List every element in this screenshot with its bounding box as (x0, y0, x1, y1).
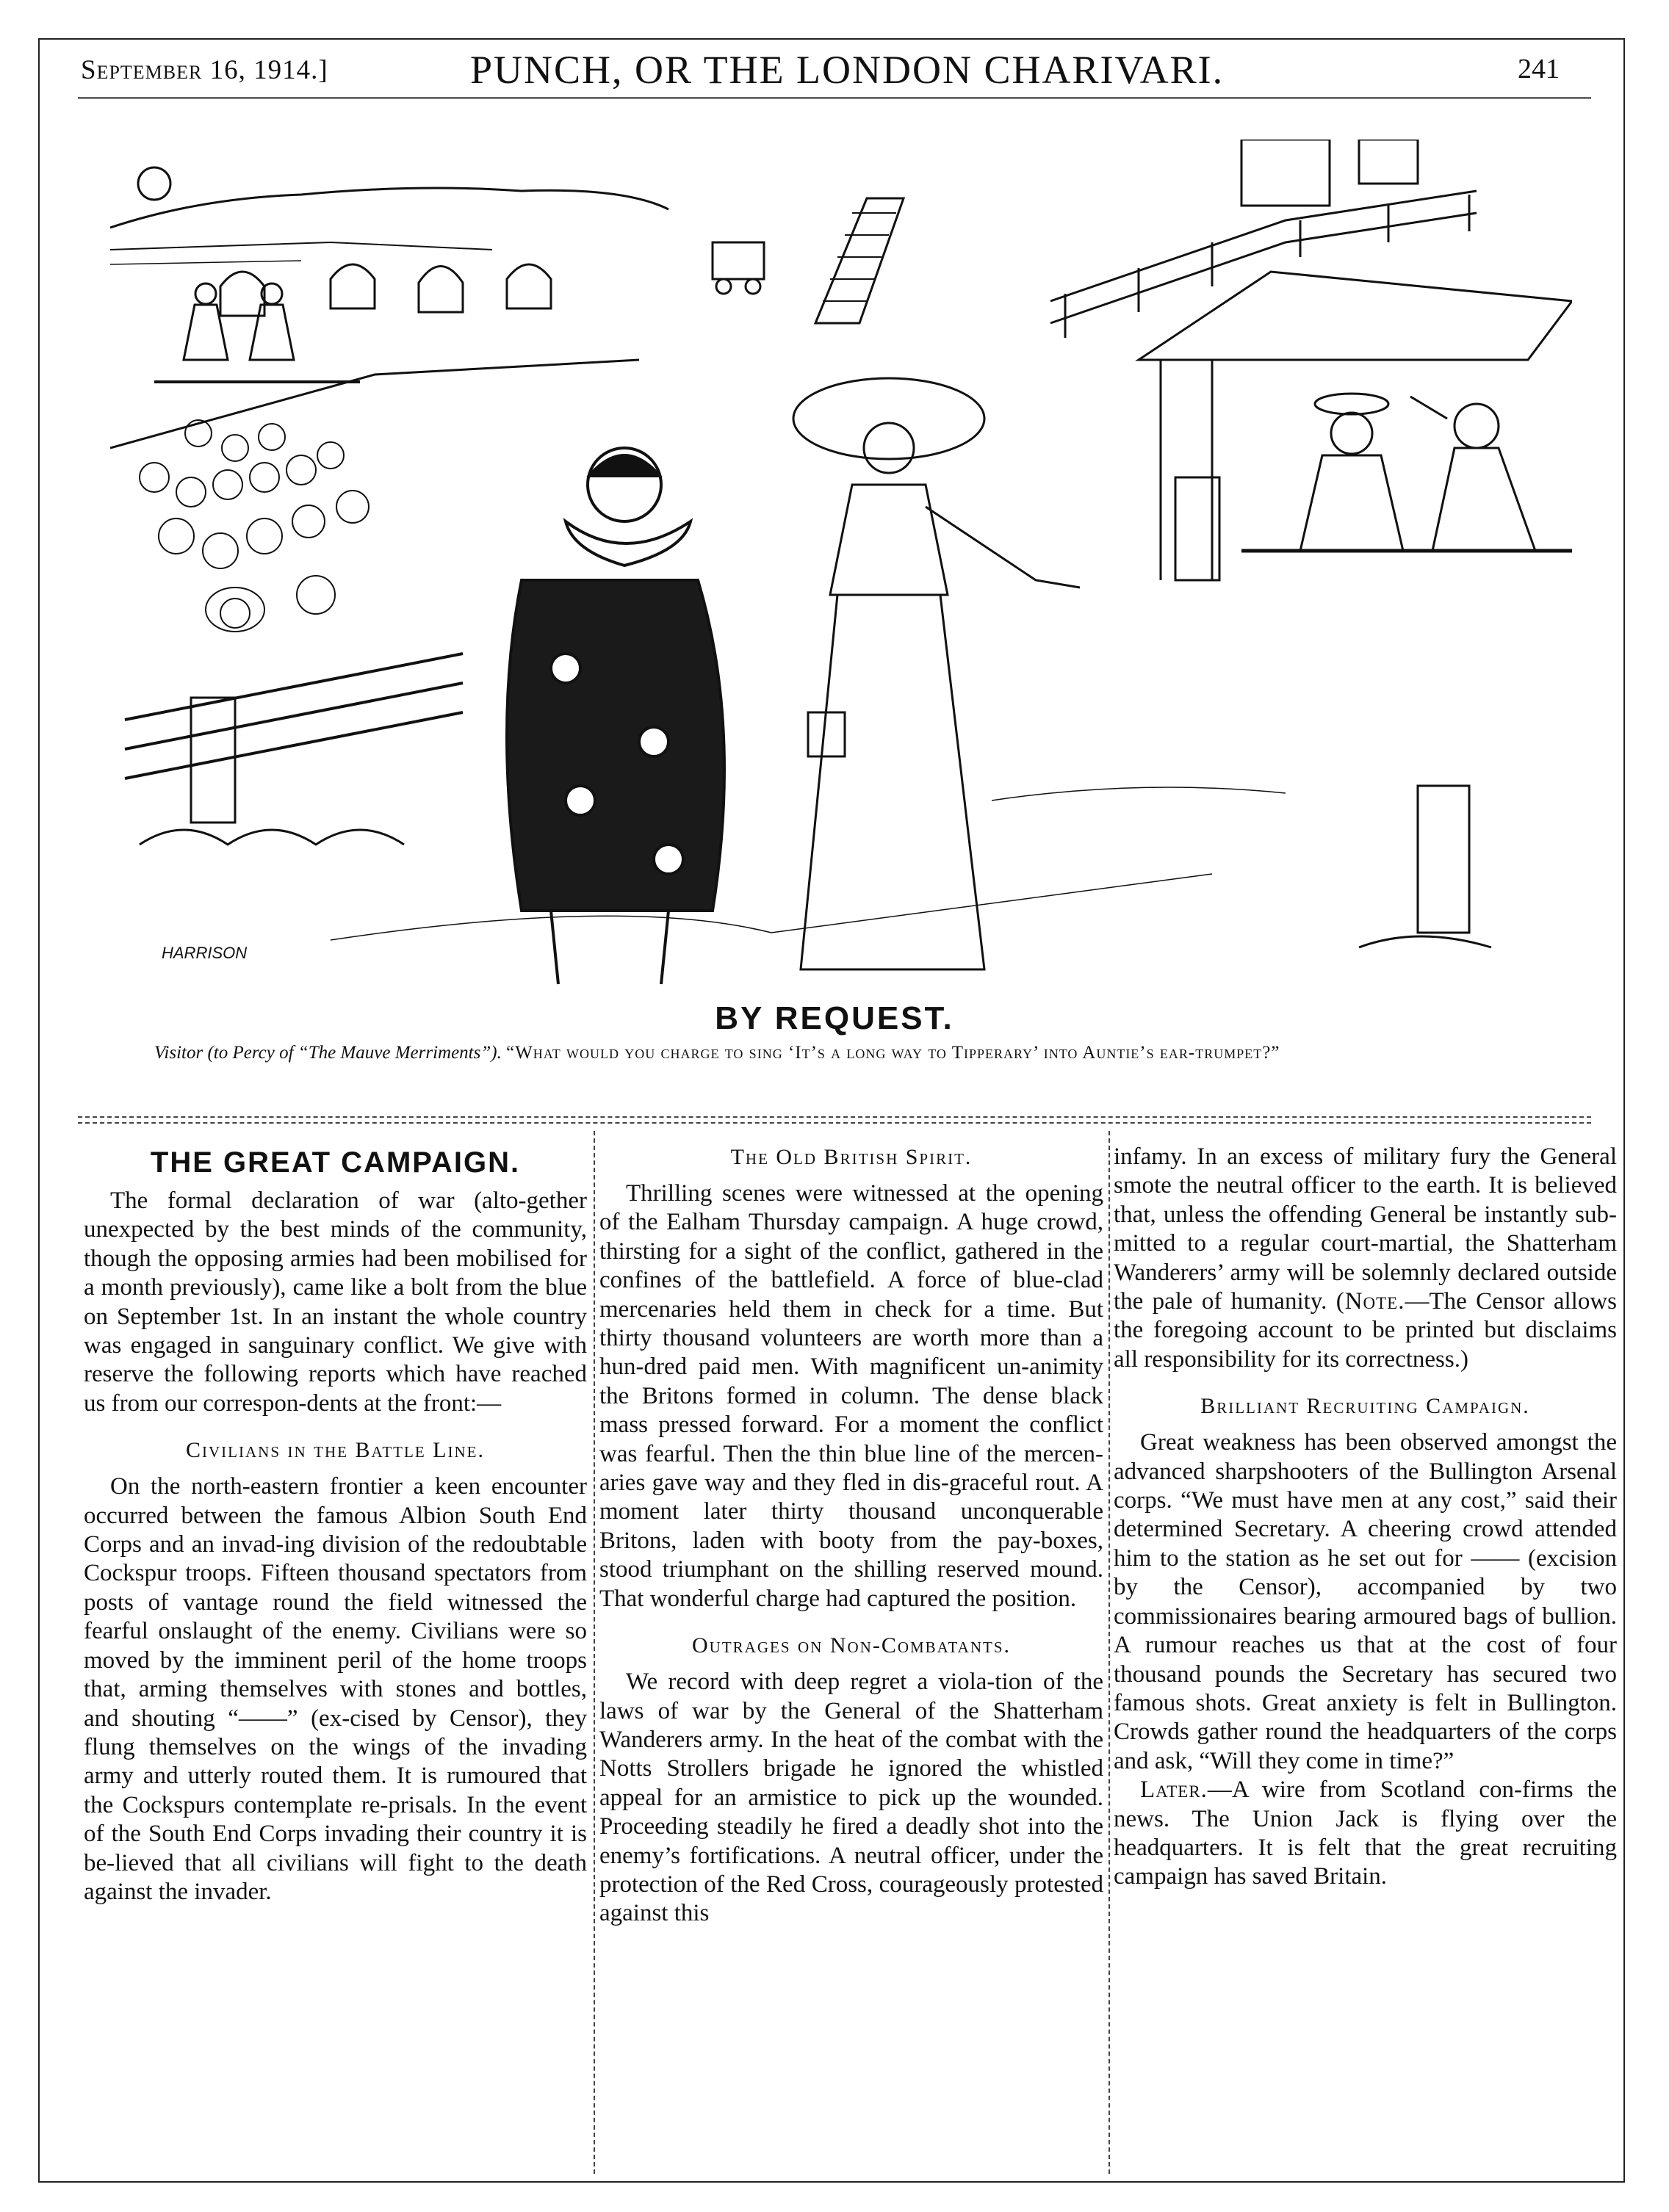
cartoon-caption (154, 1041, 1535, 1065)
section-heading: Outrages on Non-Combatants. (692, 1633, 1011, 1658)
issue-date: September 16, 1914.] (81, 55, 328, 85)
article-headline: THE GREAT CAMPAIGN. (150, 1146, 521, 1179)
masthead-title: PUNCH, OR THE LONDON CHARIVARI. (470, 48, 1225, 92)
later-text: —A wire from Scotland con-firms the news. The Union Jack is flying over the headquarters. It is felt that the great recruiting campaign has saved Britain. (1114, 1777, 1617, 1890)
section-heading: Brilliant Recruiting Campaign. (1200, 1394, 1530, 1419)
column-2 (599, 1143, 1103, 1929)
note-label: (Note. (1335, 1288, 1405, 1315)
later-paragraph (1114, 1776, 1617, 1892)
header-rule (78, 97, 1591, 99)
cartoon-caption-title: BY REQUEST. (715, 1000, 954, 1036)
section-heading: Civilians in the Battle Line. (186, 1438, 485, 1463)
section-text: Great weakness has been observed amongst the advanced sharpshooters of the Bullington Arsenal corps. “We must have men at any cost,” said their determined Secretary. A cheering crowd attended him to the station as he set out for —— (excision by the Censor), accompanied by two commissionaires bearing armoured bags of bullion. A rumour reaches us that at the cost of four thousand pounds the Secretary has secured two famous shots. Great anxiety is felt in Bullington. Crowds gather round the headquarters of the corps and ask, “Will they come in time?” (1114, 1429, 1617, 1774)
continuation-text: infamy. In an excess of military fury the General smote the neutral officer to the earth. It is believed that, unless the offending General be instantly sub-mitted to a regular court-martial, the Shatterham Wanderers’ army will be solemnly declared outside the pale of humanity. (1114, 1143, 1617, 1315)
sun (138, 167, 170, 200)
beach-huts (220, 264, 551, 316)
column-3 (1114, 1143, 1617, 1892)
column-1 (84, 1143, 587, 1906)
crowd (140, 420, 369, 632)
section-text-continued (1114, 1143, 1617, 1374)
section-text: We record with deep regret a viola-tion of the laws of war by the General of the Shatterham Wanderers army. In the heat of the combat with the Notts Strollers brigade he ignored the whistled appeal for an armistice to pick up the wounded. Proceeding steadily he fired a deadly shot into the enemy’s fortifications. A neutral officer, under the protection of the Red Cross, courageously protested against this (599, 1669, 1103, 1927)
caption-speaker: Visitor (to Percy of “The Mauve Merriments”). (154, 1043, 502, 1063)
wooden-post (1418, 786, 1469, 933)
column-divider-right (1109, 1131, 1110, 2174)
section-text: Thrilling scenes were witnessed at the opening of the Ealham Thursday campaign. A huge crowd, thirsting for a sight of the conflict, gathered in the confines of the battlefield. A force of blue-clad mercenaries held them in check for a time. But thirty thousand volunteers are worth more than a hun-dred paid men. With magnificent un-animity the Britons formed in column. The dense black mass pressed forward. For a moment the conflict was fearful. Then the thin blue line of the mercen-aries gave way and they fled in dis-graceful rout. A moment later thirty thousand unconquerable Britons, laden with booty from the pay-boxes, stood triumphant on the shilling reserved mound. That wonderful charge had captured the position. (599, 1180, 1103, 1612)
caption-rule-lower (78, 1122, 1591, 1124)
column-divider-left (594, 1131, 595, 2174)
seated-couple (1300, 394, 1535, 551)
shelter (1139, 272, 1572, 580)
bathing-machine (713, 242, 764, 279)
promenade (110, 360, 639, 448)
cartoon-illustration (110, 140, 1572, 999)
artist-signature: HARRISON (162, 944, 248, 962)
log-fence (125, 654, 463, 778)
stage-performers (154, 283, 360, 382)
distant-cliffs (110, 188, 668, 228)
fence (1050, 191, 1477, 323)
caption-quote: “What would you charge to sing ‘It’s a long way to Tipperary’ into Auntie’s ear-trumpet?” (506, 1043, 1280, 1063)
hill-steps (815, 198, 904, 323)
pierrot-figure (507, 448, 724, 984)
note-text: —The Censor allows the foregoing account to be printed but disclaims all responsibility for its correctness.) (1114, 1288, 1618, 1373)
section-heading: The Old British Spirit. (730, 1145, 973, 1169)
visitor-woman (793, 378, 1080, 969)
section-text: On the north-eastern frontier a keen encounter occurred between the famous Albion South End Corps and an invad-ing division of the redoubtable Cockspur troops. Fifteen thousand spectators from posts of vantage round the field witnessed the fearful onslaught of the enemy. Civilians were so moved by the imminent peril of the home troops that, arming themselves with stones and bottles, and shouting “——” (ex-cised by Censor), they flung themselves on the wings of the invading army and utterly routed them. It is rumoured that the Cockspurs contemplate re-prisals. In the event of the South End Corps invading their country it is be-lieved that all civilians will fight to the death against the invader. (84, 1473, 587, 1905)
later-label: Later. (1140, 1777, 1208, 1804)
page-number: 241 (1518, 54, 1560, 84)
article-intro: The formal declaration of war (alto-gether unexpected by the best minds of the community, though the opposing armies had been mobilised for a month previously), came like a bolt from the blue on September 1st. In an instant the whole country was engaged in sanguinary conflict. We give with reserve the following reports which have reached us from our correspon-dents at the front:— (84, 1188, 587, 1417)
caption-rule (78, 1116, 1591, 1118)
